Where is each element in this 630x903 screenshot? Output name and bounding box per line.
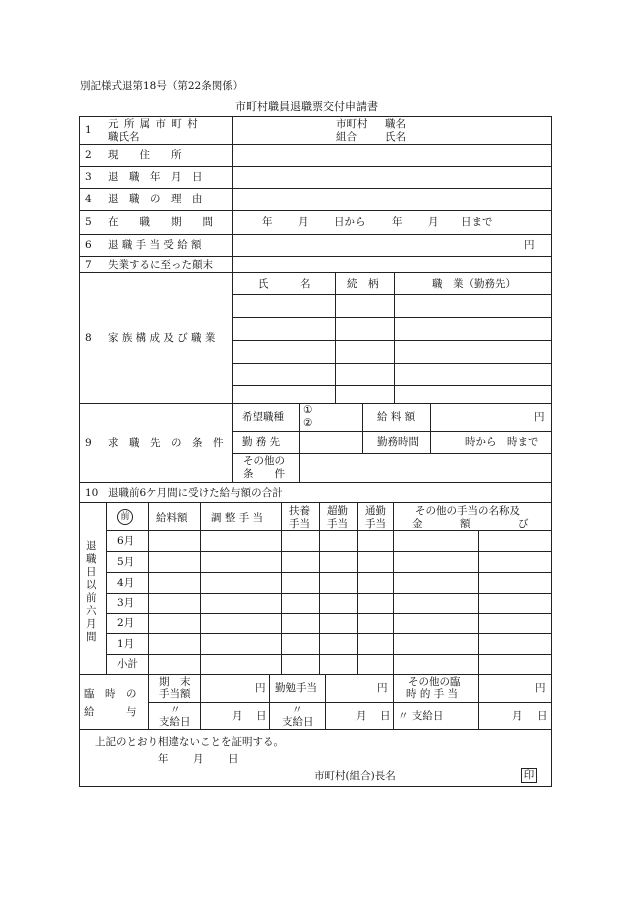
row-9-label: 求 職 先 の 条 件 xyxy=(108,437,224,449)
row-2-label: 現 住 所 xyxy=(108,149,182,161)
row-1-number: 1 xyxy=(85,124,92,136)
certification-statement: 上記のとおり相違ないことを証明する。 xyxy=(95,736,284,748)
certification-day: 日 xyxy=(228,753,239,765)
family-col-name: 氏 名 xyxy=(258,278,311,290)
row-9-number: 9 xyxy=(85,437,92,449)
row-5-month-end: 月 xyxy=(428,216,439,228)
row-4-number: 4 xyxy=(85,193,92,205)
side-char: 間 xyxy=(86,631,97,643)
row-7-number: 7 xyxy=(85,259,92,271)
ditto-mark-2: 〃 xyxy=(292,704,303,716)
month-row: 5月 xyxy=(117,556,135,568)
row-4-label: 退 職 の 理 由 xyxy=(108,193,203,205)
col-adjustment: 調 整 手 当 xyxy=(211,512,264,524)
month-row: 2月 xyxy=(117,617,135,629)
kinben-label: 勤勉手当 xyxy=(275,682,317,694)
row-1-label-line2: 職氏名 xyxy=(108,131,140,143)
paid-day-2: 日 xyxy=(380,710,391,722)
row-1-label-line1: 元 所 属 市 町 村 xyxy=(108,118,199,130)
row-5-year-end: 年 xyxy=(392,216,403,228)
desired-job-mark-2: ② xyxy=(303,417,313,429)
col-other-1: その他の手当の名称及 xyxy=(415,505,520,517)
desired-job-mark-1: ① xyxy=(303,404,313,416)
row-1-municipality: 市町村 xyxy=(336,118,368,130)
workplace-label: 勤 務 先 xyxy=(242,436,281,448)
row-8-label: 家 族 構 成 及 び 職 業 xyxy=(108,332,216,344)
side-char: 月 xyxy=(86,618,97,630)
col-family-1: 扶養 xyxy=(289,505,310,517)
month-row: 1月 xyxy=(117,638,135,650)
kimatsu-label-1: 期 末 xyxy=(159,676,191,688)
row-6-number: 6 xyxy=(85,239,92,251)
side-char: 前 xyxy=(86,592,97,604)
certifier-title: 市町村(組合)長名 xyxy=(314,770,396,782)
paid-day-label-1: 支給日 xyxy=(159,716,191,728)
ditto-paid-day-3: 〃 支給日 xyxy=(398,710,444,722)
row-5-to: 日まで xyxy=(461,216,493,228)
paid-month-1: 月 xyxy=(232,710,243,722)
side-char: 職 xyxy=(86,553,97,565)
other-conditions-line1: その他の xyxy=(243,455,285,467)
paid-month-3: 月 xyxy=(512,710,523,722)
side-char: 日 xyxy=(86,566,97,578)
row-1-position: 職名 xyxy=(385,118,406,130)
row-10-number: 10 xyxy=(85,487,99,499)
col-other-2c: び xyxy=(518,518,529,530)
desired-job-label: 希望職種 xyxy=(242,411,284,423)
family-col-relation: 続 柄 xyxy=(347,278,379,290)
col-other-2b: 額 xyxy=(460,518,471,530)
kimatsu-label-2: 手当額 xyxy=(159,688,191,700)
row-7-label: 失業するに至った顛末 xyxy=(108,259,213,271)
ditto-mark-1: 〃 xyxy=(170,704,181,716)
sonota-label-2: 時 的 手 当 xyxy=(406,688,459,700)
other-conditions-line2: 条 件 xyxy=(243,468,285,480)
row-6-label: 退 職 手 当 受 給 額 xyxy=(108,239,202,251)
mae-circle-mark: 前 xyxy=(117,509,133,525)
paid-day-3: 日 xyxy=(537,710,548,722)
certification-month: 月 xyxy=(193,753,204,765)
row-5-year-start: 年 xyxy=(262,216,273,228)
salary-label: 給 料 額 xyxy=(377,411,416,423)
paid-day-1: 日 xyxy=(256,710,267,722)
sonota-yen: 円 xyxy=(535,682,546,694)
row-6-yen: 円 xyxy=(524,239,535,251)
col-overtime-2: 手当 xyxy=(327,518,348,530)
row-3-number: 3 xyxy=(85,171,92,183)
col-salary: 給料額 xyxy=(156,512,188,524)
row-3-label: 退 職 年 月 日 xyxy=(108,171,203,183)
row-2-number: 2 xyxy=(85,149,92,161)
temp-pay-label-2: 給 与 xyxy=(84,706,137,718)
row-5-month-start: 月 xyxy=(298,216,309,228)
col-overtime-1: 超勤 xyxy=(327,505,348,517)
salary-yen: 円 xyxy=(534,411,545,423)
temp-pay-label-1: 臨 時 の xyxy=(84,688,137,700)
month-row: 3月 xyxy=(117,597,135,609)
row-8-number: 8 xyxy=(85,332,92,344)
sonota-label-1: その他の臨 xyxy=(408,676,461,688)
col-commute-2: 手当 xyxy=(365,518,386,530)
paid-month-2: 月 xyxy=(356,710,367,722)
col-commute-1: 通勤 xyxy=(365,505,386,517)
work-hours-label: 勤務時間 xyxy=(377,436,419,448)
col-other-2a: 金 xyxy=(412,518,423,530)
work-hours-value: 時から 時まで xyxy=(465,436,539,448)
kinben-yen: 円 xyxy=(377,682,388,694)
row-5-from: 日から xyxy=(334,216,366,228)
form-title: 市町村職員退職票交付申請書 xyxy=(235,100,378,113)
certification-year: 年 xyxy=(158,753,169,765)
month-row: 4月 xyxy=(117,577,135,589)
family-col-occupation: 職 業（勤務先） xyxy=(432,278,516,290)
side-char: 以 xyxy=(86,579,97,591)
row-1-name: 氏名 xyxy=(385,131,406,143)
row-5-label: 在 職 期 間 xyxy=(108,216,213,228)
month-row: 6月 xyxy=(117,535,135,547)
row-5-number: 5 xyxy=(85,216,92,228)
kimatsu-yen: 円 xyxy=(255,682,266,694)
paid-day-label-2: 支給日 xyxy=(282,716,314,728)
subtotal-row: 小計 xyxy=(117,658,138,670)
col-family-2: 手当 xyxy=(289,518,310,530)
row-10-label: 退職前6ケ月間に受けた給与額の合計 xyxy=(108,487,283,499)
seal-stamp-box: 印 xyxy=(521,768,537,783)
side-char: 六 xyxy=(86,605,97,617)
side-char: 退 xyxy=(86,540,97,552)
form-number: 別記様式退第18号（第22条関係） xyxy=(80,80,244,92)
row-1-union: 組合 xyxy=(336,131,357,143)
